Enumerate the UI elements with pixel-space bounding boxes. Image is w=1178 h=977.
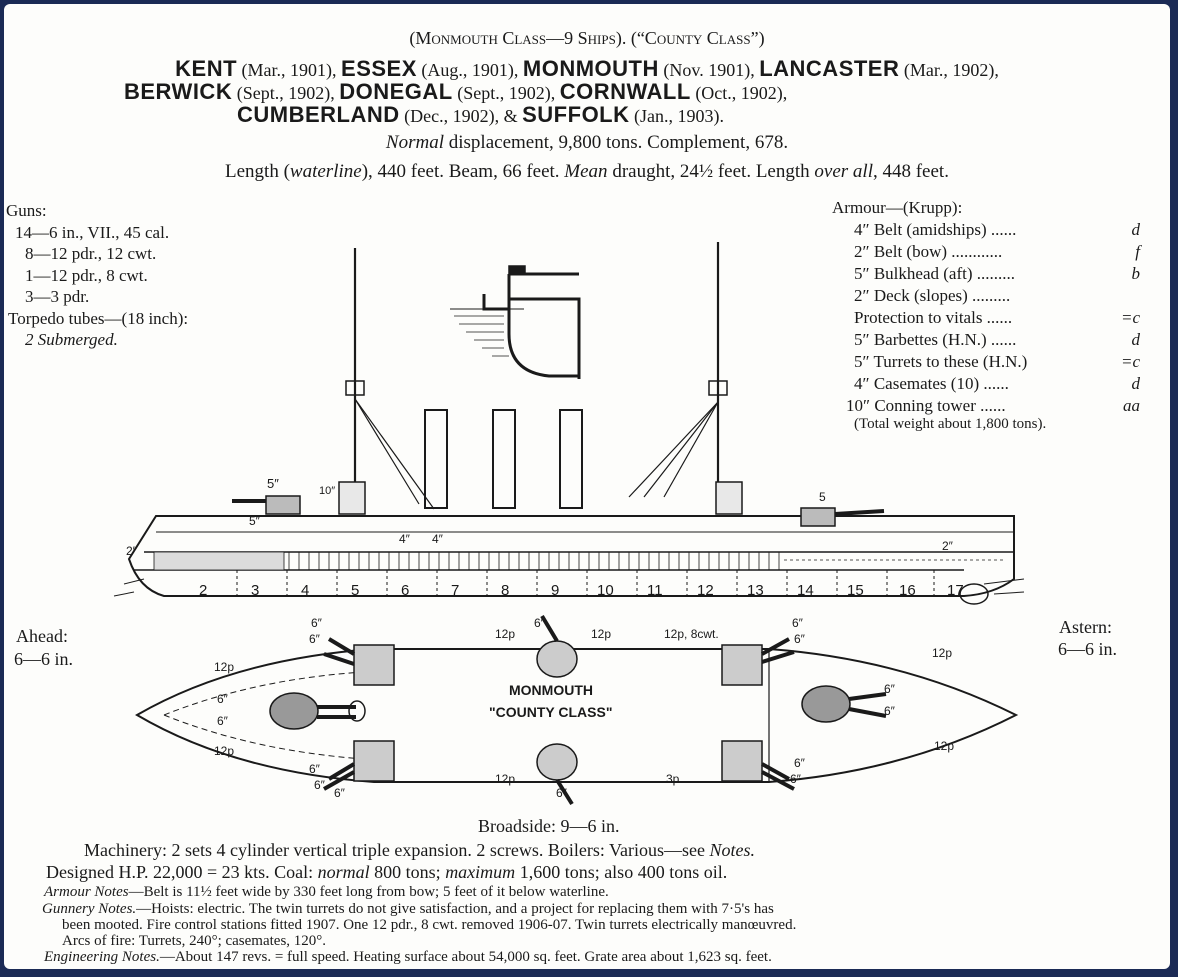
- astern-value: 6—6 in.: [1058, 639, 1118, 659]
- compartment-number: 16: [899, 582, 916, 599]
- armour-mark: 4″: [399, 532, 410, 546]
- dim-text: , 448 feet.: [872, 161, 949, 182]
- pdr-mark: 12p: [495, 627, 516, 641]
- engineering-notes: [44, 949, 772, 966]
- armour-grade: d: [1131, 330, 1140, 349]
- designed-text: Designed H.P. 22,000 = 23 kts. Coal:: [46, 862, 318, 882]
- gunnery-notes-2: been mooted. Fire control stations fitted 1907. One 12 pdr., 8 cwt. removed 1906-07. Twin turrets electrically manœuvred.: [62, 917, 797, 933]
- armour-label: 4″ Belt (amidships) ......: [854, 220, 1017, 239]
- armour-label: 10″ Conning tower ......: [846, 396, 1006, 415]
- ship-name: ESSEX: [341, 56, 417, 81]
- ship-date: (Mar., 1902),: [899, 60, 999, 80]
- pdr-mark: 12p: [495, 772, 516, 786]
- broadside: Broadside: 9—6 in.: [478, 816, 620, 836]
- ship-name: SUFFOLK: [522, 102, 630, 127]
- ship-name: BERWICK: [124, 79, 233, 104]
- armour-mark: 5″: [267, 476, 279, 491]
- gun-item: 14—6 in., VII., 45 cal.: [15, 222, 170, 242]
- pdr-mark: 12p: [214, 744, 235, 758]
- compartment-number: 8: [501, 582, 510, 599]
- gun-mark: 6″: [884, 682, 895, 696]
- displacement-text: displacement, 9,800 tons. Complement, 678.: [444, 132, 789, 153]
- ship-date: (Dec., 1902), &: [399, 106, 523, 126]
- gun-mark: 6″: [309, 632, 320, 646]
- notes-text: —About 147 revs. = full speed. Heating surface about 54,000 sq. feet. Grate area about 1,623 sq. feet.: [159, 949, 772, 965]
- compartment-number: 6: [401, 582, 410, 599]
- gun-mark: 6″: [792, 616, 803, 630]
- ship-date: (Jan., 1903).: [629, 106, 724, 126]
- ahead-label: Ahead:: [16, 626, 68, 646]
- gun-item: 3—3 pdr.: [25, 287, 90, 306]
- pdr-mark: 12p: [932, 646, 953, 660]
- torpedo-title: Torpedo tubes—(18 inch):: [8, 308, 189, 328]
- armour-label: 2″ Deck (slopes) .........: [854, 286, 1011, 305]
- designed-line: [46, 862, 727, 883]
- compartment-number: 3: [251, 582, 260, 599]
- dim-italic: over all: [814, 161, 873, 182]
- armour-label: 5″ Barbettes (H.N.) ......: [854, 330, 1017, 349]
- armour-grade: d: [1131, 374, 1140, 393]
- gun-mark: 6″: [311, 616, 322, 630]
- armour-label: 2″ Belt (bow) ............: [854, 242, 1003, 261]
- pdr-mark: 12p: [934, 739, 955, 753]
- document-page: [4, 4, 1170, 969]
- armour-total: (Total weight about 1,800 tons).: [854, 416, 1047, 432]
- ahead-value: 6—6 in.: [14, 649, 74, 669]
- designed-italic: maximum: [445, 862, 516, 882]
- machinery-italic: Notes.: [709, 840, 756, 860]
- gunnery-notes: [42, 901, 774, 918]
- compartment-number: 2: [199, 582, 208, 599]
- armour-mark: 4″: [432, 532, 443, 546]
- armour-mark: 5: [819, 490, 826, 504]
- dim-text: draught, 24½ feet. Length: [607, 161, 815, 182]
- armour-grade: =c: [1120, 308, 1140, 327]
- armour-label: 4″ Casemates (10) ......: [854, 374, 1009, 393]
- notes-text: —Hoists: electric. The twin turrets do not give satisfaction, and a project for replacing them with 7·5's has: [136, 901, 774, 917]
- machinery-line: [84, 840, 755, 861]
- gun-mark: 6″: [217, 714, 228, 728]
- armour-label: 5″ Turrets to these (H.N.): [854, 352, 1028, 371]
- compartment-number: 14: [797, 582, 814, 599]
- ship-date: (Aug., 1901),: [416, 60, 523, 80]
- pdr-mark: 12p, 8cwt.: [664, 627, 719, 641]
- armour-grade: b: [1131, 264, 1140, 283]
- dim-italic: waterline: [289, 161, 362, 182]
- compartment-number: 5: [351, 582, 360, 599]
- armour-grade: =c: [1120, 352, 1140, 371]
- gun-mark: 6″: [556, 786, 567, 800]
- armour-mark: 10″: [319, 485, 336, 497]
- armour-title: Armour—(Krupp):: [832, 198, 963, 217]
- notes-label: Gunnery Notes.: [42, 901, 137, 917]
- compartment-number: 15: [847, 582, 864, 599]
- torpedo-value: 2 Submerged.: [25, 330, 118, 349]
- ship-date: (Sept., 1902),: [452, 83, 560, 103]
- armour-grade: d: [1131, 220, 1140, 239]
- dim-text: ), 440 feet. Beam, 66 feet.: [361, 161, 565, 182]
- plan-class-name: "COUNTY CLASS": [489, 704, 613, 720]
- guns-title: Guns:: [6, 201, 47, 220]
- pdr-mark: 3p: [666, 772, 680, 786]
- gun-mark: 6″: [309, 762, 320, 776]
- gun-item: 8—12 pdr., 12 cwt.: [25, 244, 157, 263]
- compartment-number: 11: [647, 582, 663, 599]
- gun-mark: 6″: [314, 778, 325, 792]
- armour-grade: aa: [1123, 396, 1140, 415]
- dim-italic: Mean: [564, 161, 608, 182]
- gun-mark: 6″: [794, 756, 805, 770]
- class-line: (Monmouth Class—9 Ships). (“County Class”): [409, 28, 765, 48]
- dim-text: Length (: [225, 161, 290, 182]
- armour-notes: [44, 884, 609, 901]
- plan-ship-name: MONMOUTH: [509, 682, 593, 698]
- gunnery-notes-3: Arcs of fire: Turrets, 240°; casemates, 120°.: [62, 933, 327, 949]
- gun-mark: 6″: [217, 692, 228, 706]
- pdr-mark: 12p: [591, 627, 612, 641]
- ship-name: CUMBERLAND: [237, 102, 400, 127]
- ship-name: DONEGAL: [339, 79, 453, 104]
- notes-label: Armour Notes: [44, 884, 129, 900]
- compartment-number: 13: [747, 582, 764, 599]
- machinery-text: Machinery: 2 sets 4 cylinder vertical triple expansion. 2 screws. Boilers: Various—see: [84, 840, 710, 860]
- armour-mark: 2″: [942, 539, 953, 553]
- armour-grade: f: [1135, 242, 1140, 261]
- astern-label: Astern:: [1059, 617, 1112, 637]
- armour-label: 5″ Bulkhead (aft) .........: [854, 264, 1015, 283]
- ship-date: (Sept., 1902),: [232, 83, 340, 103]
- gun-mark: 6″: [790, 772, 801, 786]
- compartment-number: 4: [301, 582, 310, 599]
- armour-mark: 2″: [126, 544, 137, 558]
- ship-name: LANCASTER: [759, 56, 900, 81]
- ship-name: KENT: [175, 56, 238, 81]
- gun-mark: 6″: [334, 786, 345, 800]
- compartment-number: 17: [947, 582, 964, 599]
- designed-text: 1,600 tons; also 400 tons oil.: [515, 862, 728, 882]
- gun-mark: 6″: [884, 704, 895, 718]
- ship-date: (Oct., 1902),: [690, 83, 788, 103]
- displacement-italic: Normal: [385, 132, 444, 153]
- designed-text: 800 tons;: [369, 862, 446, 882]
- notes-label: Engineering Notes.: [44, 949, 160, 965]
- pdr-mark: 12p: [214, 660, 235, 674]
- gun-mark: 6″: [794, 632, 805, 646]
- compartment-number: 7: [451, 582, 460, 599]
- ship-date: (Nov. 1901),: [658, 60, 760, 80]
- armour-mark: 5″: [249, 514, 260, 528]
- ship-name: CORNWALL: [559, 79, 691, 104]
- ship-name: MONMOUTH: [522, 56, 659, 81]
- notes-text: —Belt is 11½ feet wide by 330 feet long from bow; 5 feet of it below waterline.: [128, 884, 609, 900]
- designed-italic: normal: [317, 862, 370, 882]
- ship-date: (Mar., 1901),: [237, 60, 342, 80]
- armour-label: Protection to vitals ......: [854, 308, 1013, 327]
- gun-mark: 6″: [534, 616, 545, 630]
- compartment-number: 9: [551, 582, 560, 599]
- compartment-number: 12: [697, 582, 714, 599]
- compartment-number: 10: [597, 582, 614, 599]
- gun-item: 1—12 pdr., 8 cwt.: [25, 265, 148, 285]
